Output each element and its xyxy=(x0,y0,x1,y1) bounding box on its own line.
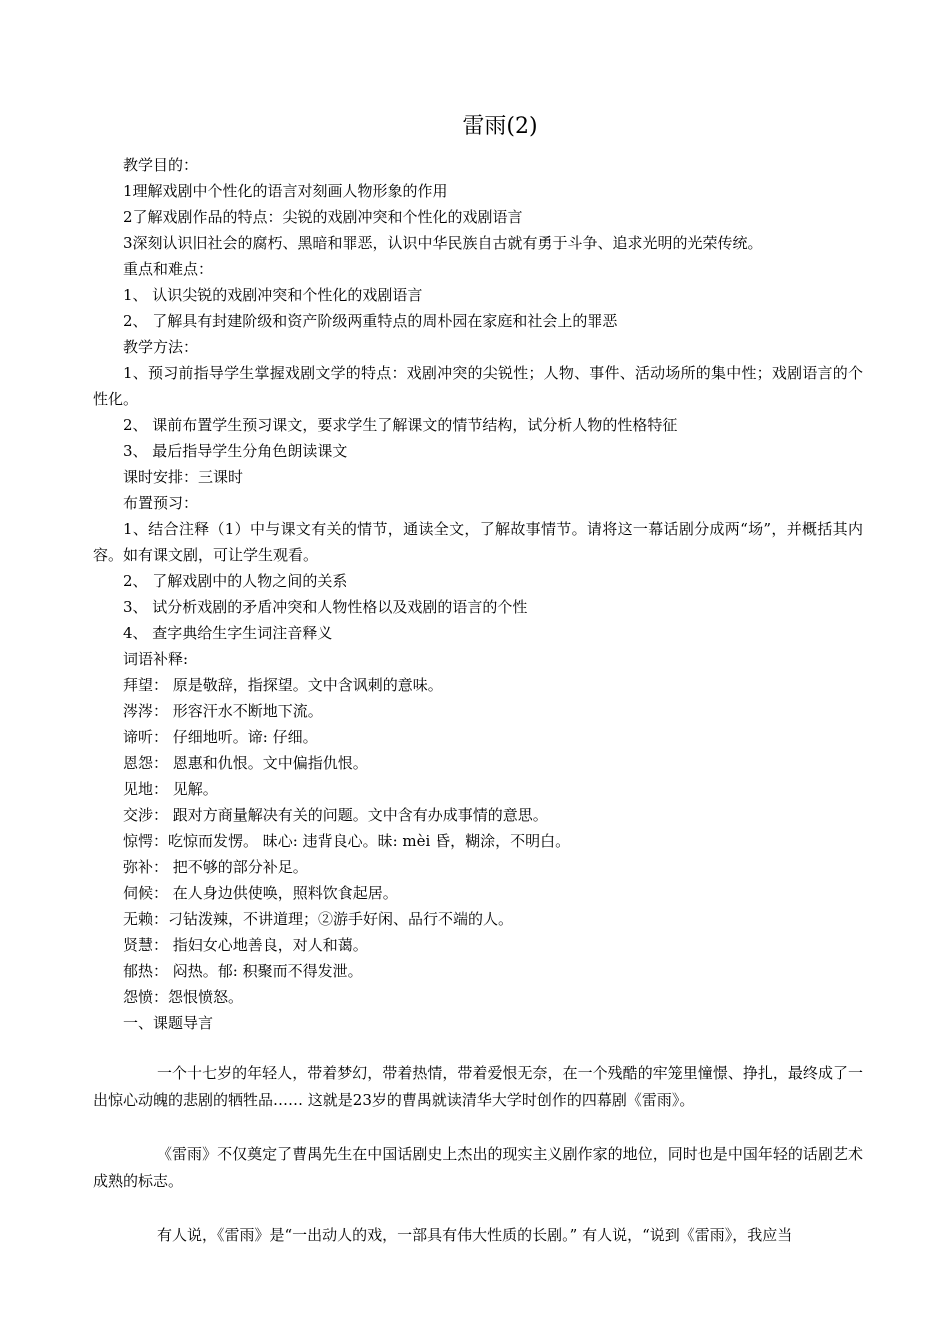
preview-item: 1、结合注释（1）中与课文有关的情节，通读全文，了解故事情节。请将这一幕话剧分成两“场”，并概括其内容。如有课文剧，可让学生观看。 xyxy=(93,520,863,564)
schedule-line: 课时安排：三课时 xyxy=(123,468,244,486)
vocabulary-entry: 伺候： 在人身边供使唤，照料饮食起居。 xyxy=(123,884,398,902)
vocabulary-entry: 见地： 见解。 xyxy=(123,780,218,798)
vocabulary-entry: 谛听： 仔细地听。谛: 仔细。 xyxy=(123,728,318,746)
introduction-text xyxy=(93,1060,863,1276)
vocabulary-entry: 交涉： 跟对方商量解决有关的问题。文中含有办成事情的意思。 xyxy=(123,806,548,824)
section-heading-vocabulary: 词语补释: xyxy=(123,650,189,668)
intro-paragraph: 有人说，《雷雨》是“一出动人的戏，一部具有伟大性质的长剧。” 有人说，“说到《雷雨》，我应当 xyxy=(157,1226,793,1244)
vocabulary-entry: 无赖：刁钻泼辣，不讲道理；②游手好闲、品行不端的人。 xyxy=(123,910,514,928)
intro-paragraph: 一个十七岁的年轻人，带着梦幻，带着热情，带着爱恨无奈，在一个残酷的牢笼里憧憬、挣扎，最终成了一出惊心动魄的悲剧的牺牲品…… 这就是23岁的曹禺就读清华大学时创作的四幕剧《雷雨》。 xyxy=(93,1064,863,1109)
method-item: 3、 最后指导学生分角色朗读课文 xyxy=(123,442,348,460)
objective-item: 3深刻认识旧社会的腐朽、黑暗和罪恶，认识中华民族自古就有勇于斗争、追求光明的光荣传统。 xyxy=(123,234,763,252)
document-body xyxy=(93,152,863,1036)
section-heading-introduction: 一、课题导言 xyxy=(123,1014,214,1032)
method-item: 2、 课前布置学生预习课文，要求学生了解课文的情节结构，试分析人物的性格特征 xyxy=(123,416,678,434)
vocabulary-entry: 拜望： 原是敬辞，指探望。文中含讽刺的意味。 xyxy=(123,676,443,694)
section-heading-key-points: 重点和难点： xyxy=(123,260,214,278)
preview-item: 2、 了解戏剧中的人物之间的关系 xyxy=(123,572,348,590)
document-title: 雷雨(2) xyxy=(462,114,538,139)
vocabulary-entry: 惊愕：吃惊而发愣。 昧心: 违背良心。昧: mèi 昏，糊涂，不明白。 xyxy=(123,832,571,850)
section-heading-preview: 布置预习： xyxy=(123,494,199,512)
objective-item: 1理解戏剧中个性化的语言对刻画人物形象的作用 xyxy=(123,182,448,200)
objective-item: 2了解戏剧作品的特点：尖锐的戏剧冲突和个性化的戏剧语言 xyxy=(123,208,523,226)
vocabulary-entry: 弥补： 把不够的部分补足。 xyxy=(123,858,308,876)
vocabulary-entry: 涔涔： 形容汗水不断地下流。 xyxy=(123,702,323,720)
vocabulary-entry: 贤慧： 指妇女心地善良，对人和蔼。 xyxy=(123,936,368,954)
intro-paragraph: 《雷雨》不仅奠定了曹禺先生在中国话剧史上杰出的现实主义剧作家的地位，同时也是中国年轻的话剧艺术成熟的标志。 xyxy=(93,1145,863,1190)
key-point-item: 2、 了解具有封建阶级和资产阶级两重特点的周朴园在家庭和社会上的罪恶 xyxy=(123,312,618,330)
vocabulary-entry: 恩怨： 恩惠和仇恨。文中偏指仇恨。 xyxy=(123,754,368,772)
key-point-item: 1、 认识尖锐的戏剧冲突和个性化的戏剧语言 xyxy=(123,286,423,304)
preview-item: 3、 试分析戏剧的矛盾冲突和人物性格以及戏剧的语言的个性 xyxy=(123,598,528,616)
vocabulary-entry: 郁热： 闷热。郁: 积聚而不得发泄。 xyxy=(123,962,363,980)
method-item: 1、预习前指导学生掌握戏剧文学的特点：戏剧冲突的尖锐性；人物、事件、活动场所的集中性；戏剧语言的个性化。 xyxy=(93,364,863,408)
section-heading-methods: 教学方法： xyxy=(123,338,199,356)
preview-item: 4、 查字典给生字生词注音释义 xyxy=(123,624,333,642)
section-heading-objectives: 教学目的： xyxy=(123,156,199,174)
vocabulary-entry: 怨愤：怨恨愤怒。 xyxy=(123,988,244,1006)
